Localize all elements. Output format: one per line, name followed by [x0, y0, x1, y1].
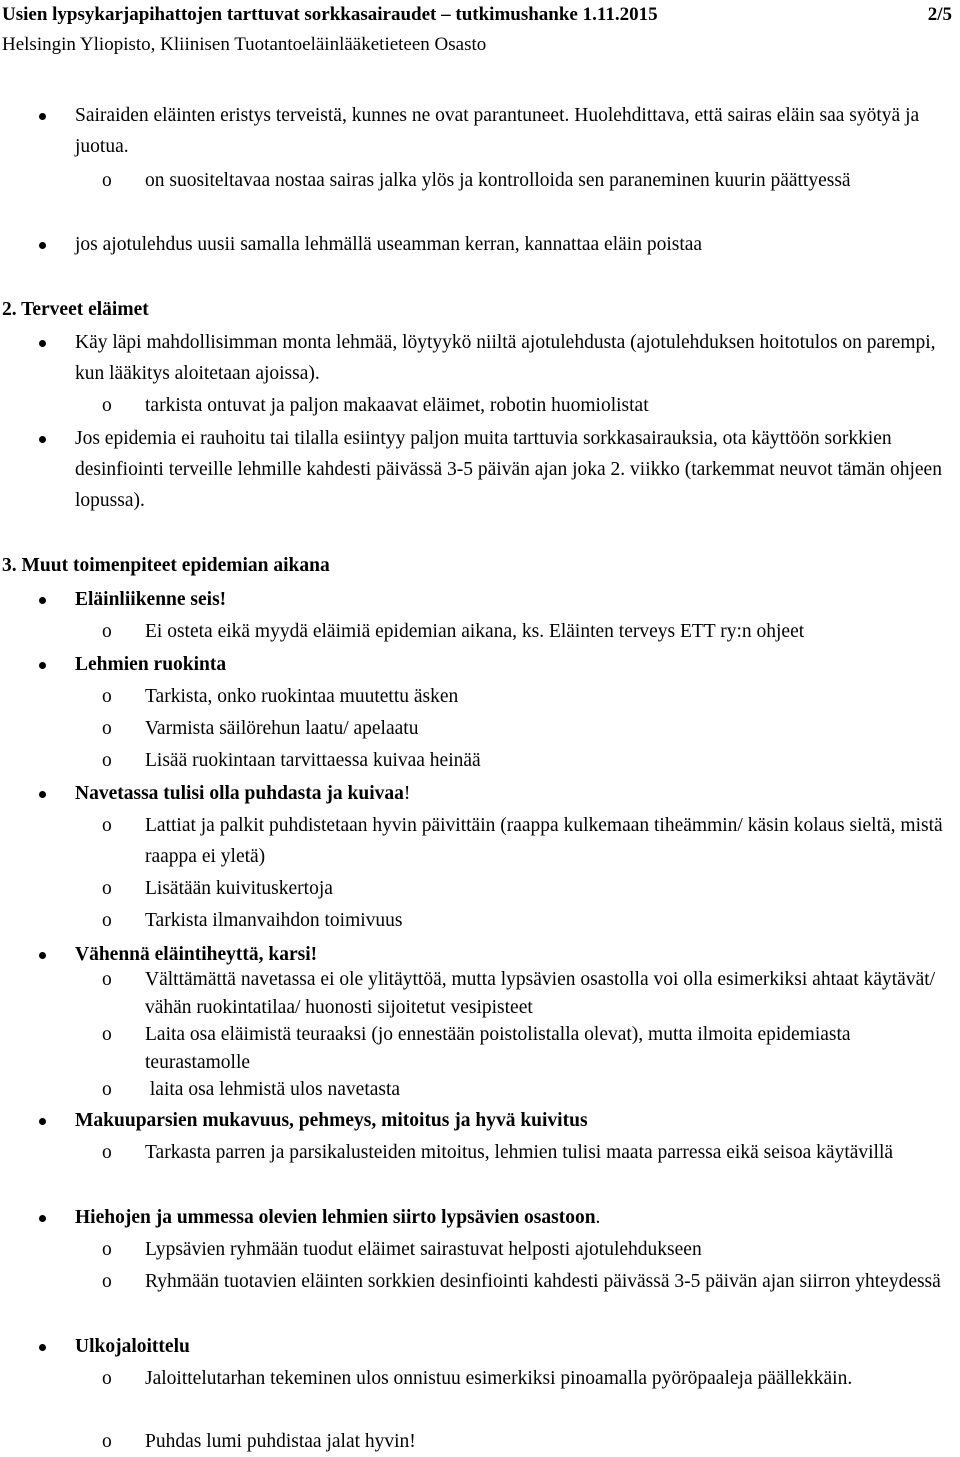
list-item-text: jos ajotulehdus uusii samalla lehmällä useamman kerran, kannattaa eläin poistaa: [75, 234, 703, 255]
list-item-bold-text: Navetassa tulisi olla puhdasta ja kuivaa: [75, 783, 404, 804]
bullet-icon: [39, 597, 46, 604]
sub-list-item-text: Välttämättä navetassa ei ole ylitäyttöä, mutta lypsävien osastolla voi olla esimerkiksi ahtaat käytävät/ vähän ruokintatilaa/ huonosti sijoitetut vesipisteet: [145, 969, 936, 1018]
sub-bullet-marker: o: [102, 1024, 112, 1045]
sub-bullet-marker: o: [102, 815, 112, 836]
sub-bullet-marker: o: [102, 969, 112, 990]
sub-list-item-text: Lypsävien ryhmään tuodut eläimet sairastuvat helposti ajotulehdukseen: [145, 1239, 702, 1260]
sub-bullet-marker: o: [102, 1079, 112, 1100]
sub-list-item-text: Lattiat ja palkit puhdistetaan hyvin päivittäin (raappa kulkemaan tiheämmin/ käsin kolaus sieltä, mistä raappa ei yletä): [145, 815, 943, 867]
bullet-icon: [39, 662, 46, 669]
sub-list-item-text: Lisätään kuivituskertoja: [145, 878, 333, 899]
page-number: 2/5: [927, 4, 952, 25]
sub-list-item-text: Ryhmään tuotavien eläinten sorkkien desinfiointi kahdesti päivässä 3-5 päivän ajan siirron yhteydessä: [145, 1271, 941, 1292]
sub-list-item-text: on suositeltavaa nostaa sairas jalka ylös ja kontrolloida sen paraneminen kuurin päättyessä: [145, 170, 851, 191]
list-item-text: Käy läpi mahdollisimman monta lehmää, löytyykö niiltä ajotulehdusta (ajotulehduksen hoitotulos on parempi, kun lääkitys aloitetaan ajoissa).: [75, 332, 936, 384]
sub-bullet-marker: o: [102, 170, 112, 191]
document-title: Usien lypsykarjapihattojen tarttuvat sorkkasairaudet – tutkimushanke 1.11.2015: [2, 4, 658, 25]
bullet-icon: [39, 113, 46, 120]
sub-list-item-text: Laita osa eläimistä teuraaksi (jo ennestään poistolistalla olevat), mutta ilmoita epidemiasta teurastamolle: [145, 1024, 851, 1073]
bullet-icon: [39, 1215, 46, 1222]
sub-bullet-marker: o: [102, 1271, 112, 1292]
list-item-punctuation: !: [403, 783, 411, 804]
list-item-text: Sairaiden eläinten eristys terveistä, kunnes ne ovat parantuneet. Huolehdittava, että sairas eläin saa syötyä ja juotua.: [75, 105, 920, 157]
sub-list-item-text: Tarkista ilmanvaihdon toimivuus: [145, 910, 403, 931]
list-item-text: Eläinliikenne seis!: [75, 589, 227, 610]
bullet-icon: [39, 791, 46, 798]
sub-bullet-marker: o: [102, 621, 112, 642]
sub-list-item-text: Tarkasta parren ja parsikalusteiden mitoitus, lehmien tulisi maata parressa eikä seisoa käytävillä: [145, 1142, 894, 1163]
section-heading: 3. Muut toimenpiteet epidemian aikana: [2, 555, 330, 576]
list-item-text: Lehmien ruokinta: [75, 654, 227, 675]
bullet-icon: [39, 242, 46, 249]
sub-bullet-marker: o: [102, 395, 112, 416]
list-item-punctuation: .: [595, 1207, 601, 1228]
sub-list-item-text: Ei osteta eikä myydä eläimiä epidemian aikana, ks. Eläinten terveys ETT ry:n ohjeet: [145, 621, 805, 642]
bullet-icon: [39, 436, 46, 443]
page-header: [2, 0, 952, 60]
sub-list-item-text: laita osa lehmistä ulos navetasta: [145, 1079, 401, 1100]
sub-bullet-marker: o: [102, 910, 112, 931]
sub-bullet-marker: o: [102, 878, 112, 899]
sub-list-item-text: tarkista ontuvat ja paljon makaavat eläimet, robotin huomiolistat: [145, 395, 649, 416]
list-item-bold-text: Hiehojen ja ummessa olevien lehmien siirto lypsävien osastoon: [75, 1207, 596, 1228]
list-item-text: [75, 778, 955, 809]
bullet-icon: [39, 1344, 46, 1351]
sub-list-item-text: Lisää ruokintaan tarvittaessa kuivaa heinää: [145, 750, 481, 771]
sub-list-item-text: Tarkista, onko ruokintaa muutettu äsken: [145, 686, 459, 707]
sub-bullet-marker: o: [102, 1368, 112, 1389]
sub-list-item-text: Jaloittelutarhan tekeminen ulos onnistuu esimerkiksi pinoamalla pyöröpaaleja päällekkäin.: [145, 1368, 853, 1389]
institution-name: Helsingin Yliopisto, Kliinisen Tuotantoeläinlääketieteen Osasto: [2, 34, 487, 55]
list-item-text: [75, 1202, 955, 1233]
section-heading: 2. Terveet eläimet: [2, 299, 149, 320]
bullet-icon: [39, 340, 46, 347]
sub-bullet-marker: o: [102, 1239, 112, 1260]
sub-bullet-marker: o: [102, 718, 112, 739]
sub-bullet-marker: o: [102, 686, 112, 707]
list-item-text: Ulkojaloittelu: [75, 1336, 190, 1357]
list-item-text: Jos epidemia ei rauhoitu tai tilalla esiintyy paljon muita tarttuvia sorkkasairauksia, ota käyttöön sorkkien desinfiointi terveille lehmille kahdesti päivässä 3-5 päivän ajan joka 2. viikko (tarkemmat neuvot tämän ohjeen lopussa).: [75, 428, 942, 511]
list-item-text: Makuuparsien mukavuus, pehmeys, mitoitus ja hyvä kuivitus: [75, 1110, 588, 1131]
list-item-text: Vähennä eläintiheyttä, karsi!: [75, 944, 318, 965]
sub-bullet-marker: o: [102, 1142, 112, 1163]
bullet-icon: [39, 952, 46, 959]
sub-bullet-marker: o: [102, 1431, 112, 1452]
sub-list-item-text: Varmista säilörehun laatu/ apelaatu: [145, 718, 419, 739]
sub-list-item-text: Puhdas lumi puhdistaa jalat hyvin!: [145, 1431, 416, 1452]
sub-bullet-marker: o: [102, 750, 112, 771]
bullet-icon: [39, 1118, 46, 1125]
